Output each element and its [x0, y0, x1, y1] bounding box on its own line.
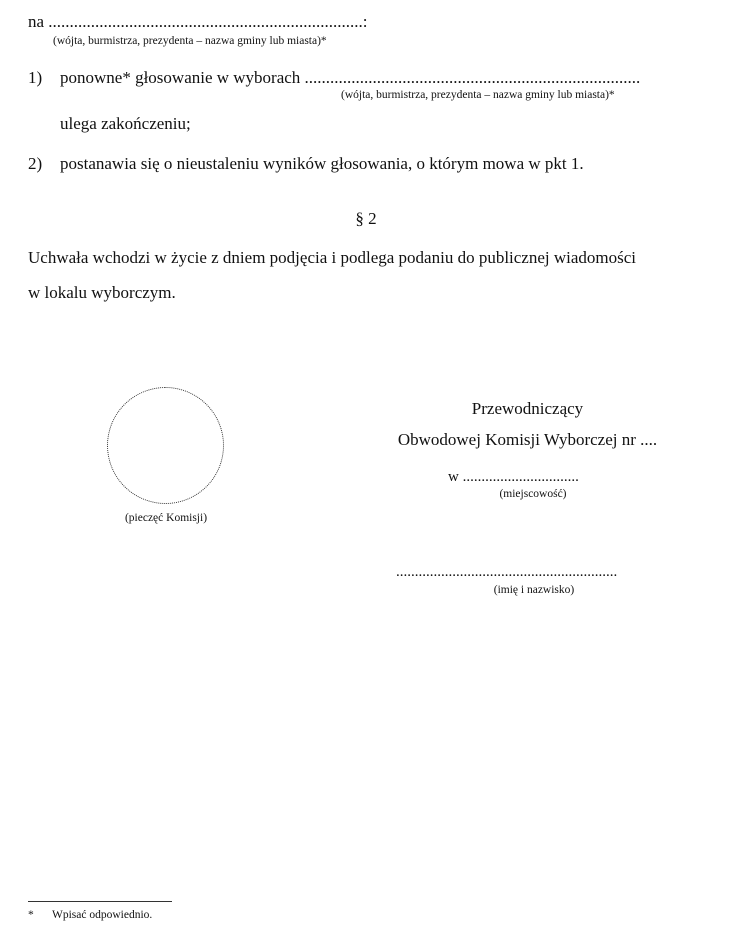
item-1-continuation: ulega zakończeniu;	[60, 114, 191, 133]
recipient-caption: (wójta, burmistrza, prezydenta – nazwa gminy lub miasta)*	[53, 35, 327, 47]
section-text-line-1: Uchwała wchodzi w życie z dniem podjęcia i podlega podaniu do publicznej wiadomości	[28, 248, 637, 267]
seal-caption: (pieczęć Komisji)	[124, 512, 208, 524]
item-1-text: ponowne* głosowanie w wyborach ...............................................................................	[60, 68, 641, 87]
seal-circle	[107, 387, 224, 504]
item-2-number: 2)	[28, 154, 43, 173]
commission-title: Obwodowej Komisji Wyborczej nr ....	[397, 430, 658, 449]
section-heading: § 2	[355, 209, 377, 228]
name-caption: (imię i nazwisko)	[493, 584, 575, 596]
item-1-caption: (wójta, burmistrza, prezydenta – nazwa gminy lub miasta)*	[341, 89, 615, 101]
item-1-number: 1)	[28, 68, 43, 87]
chairman-title: Przewodniczący	[471, 399, 584, 418]
recipient-line: na ..........................................................................:	[28, 12, 368, 31]
section-text-line-2: w lokalu wyborczym.	[28, 283, 176, 302]
item-2-text: postanawia się o nieustaleniu wyników głosowania, o którym mowa w pkt 1.	[60, 154, 584, 173]
place-caption: (miejscowość)	[499, 488, 567, 500]
footnote-separator	[28, 901, 172, 902]
footnote-text: Wpisać odpowiednio.	[52, 909, 153, 921]
place-line: w ...............................	[448, 469, 579, 485]
name-line: ...........................................................	[396, 564, 618, 580]
footnote-marker: *	[28, 909, 34, 921]
